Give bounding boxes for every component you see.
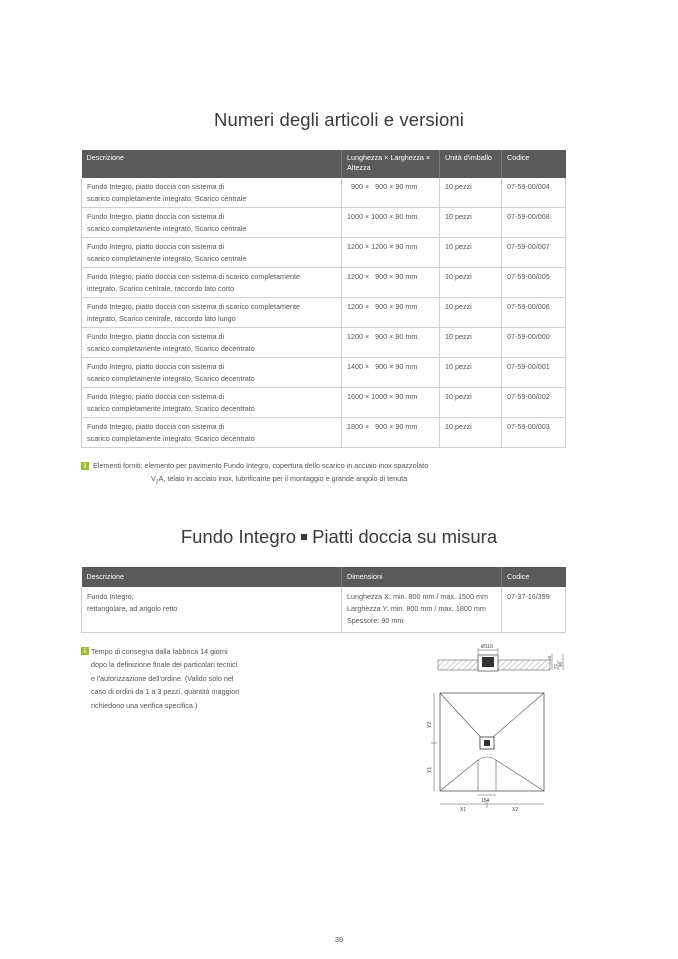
row-description: Fundo Integro, piatto doccia con sistema di scarico completamente integrato, Scarico decentrato [82, 388, 342, 418]
row-code: 07-59-00/007 [502, 238, 566, 268]
row-unit: 10 pezzi [440, 388, 502, 418]
articles-table [81, 150, 566, 448]
note-line-2: A, telaio in acciaio inox, lubrificante per il montaggio e grande angolo di tenuta [158, 474, 408, 483]
x1-label: X1 [460, 807, 467, 813]
row-code: 07-59-00/003 [502, 418, 566, 448]
row-dimensions: 1200 × 900 × 90 mm [342, 268, 440, 298]
row-unit: 10 pezzi [440, 418, 502, 448]
row-code: 07-59-00/008 [502, 208, 566, 238]
table-row [82, 238, 566, 268]
row-code: 07-59-00/002 [502, 388, 566, 418]
row-description: Fundo Integro, rettangolare, ad angolo retto [82, 587, 342, 632]
drain-core [482, 657, 494, 667]
dim-72-label: 72 [553, 663, 558, 669]
note-line: caso di ordini da 1 a 3 pezzi, quantità maggiori [91, 687, 240, 697]
title-part-left: Fundo Integro [180, 526, 297, 547]
row-dimensions: 1000 × 1000 × 90 mm [342, 208, 440, 238]
note-line-1: Elementi forniti: elemento per pavimento Fundo Integro, copertura dello scarico in acciaio inox spazzolato [93, 461, 429, 470]
x2-label: X2 [512, 807, 519, 813]
custom-table-header [82, 567, 566, 587]
row-description: Fundo Integro, piatto doccia con sistema di scarico completamente integrato, Scarico centrale [82, 208, 342, 238]
row-code: 07-37-16/399 [502, 587, 566, 632]
y2-label: Y2 [427, 721, 433, 728]
row-description: Fundo Integro, piatto doccia con sistema di scarico completamente integrato, Scarico centrale, raccordo lato corto [82, 268, 342, 298]
dim-18-label: 18 [547, 655, 552, 661]
note-v2a-sub: 2 [155, 479, 159, 486]
note-line: e l'autorizzazione dell'ordine. (Valido solo nel [91, 673, 234, 683]
header-code: Codice [502, 567, 566, 587]
row-dimensions: 1200 × 900 × 90 mm [342, 328, 440, 358]
page-number: 39 [334, 935, 344, 944]
info-icon: i [81, 647, 89, 655]
row-description: Fundo Integro, piatto doccia con sistema di scarico completamente integrato, Scarico decentrato [82, 358, 342, 388]
row-dimensions: 1200 × 900 × 90 mm [342, 298, 440, 328]
row-code: 07-59-00/006 [502, 298, 566, 328]
table-row [82, 208, 566, 238]
row-dimensions: Lunghezza X: min. 800 mm / max. 1500 mm Larghezza Y: min. 800 mm / max. 1800 mm Spessore: 90 mm [342, 587, 502, 632]
row-unit: 10 pezzi [440, 328, 502, 358]
cross-section-drawing [436, 640, 566, 680]
top-view-drawing [420, 688, 550, 813]
note-line: richiedono una verifica specifica.) [91, 700, 198, 710]
row-unit: 10 pezzi [440, 178, 502, 208]
note-v2a-v: V [151, 474, 156, 483]
header-unit: Unità d'imballo [440, 150, 502, 178]
articles-table-header [82, 150, 566, 178]
delivery-note [81, 645, 281, 712]
section-title-articles: Numeri degli articoli e versioni [214, 109, 464, 130]
row-unit: 10 pezzi [440, 268, 502, 298]
row-description: Fundo Integro, piatto doccia con sistema di scarico completamente integrato, Scarico decentrato [82, 418, 342, 448]
diameter-label: Ø118 [481, 644, 493, 650]
section-title-custom [0, 526, 678, 548]
table-row [82, 268, 566, 298]
row-code: 07-59-00/001 [502, 358, 566, 388]
header-description: Descrizione [82, 150, 342, 178]
row-description: Fundo Integro, piatto doccia con sistema di scarico completamente integrato, Scarico centrale, raccordo lato lungo [82, 298, 342, 328]
header-description: Descrizione [82, 567, 342, 587]
dim-90-label: 90 [558, 661, 563, 667]
table-row [82, 358, 566, 388]
y1-label: Y1 [427, 766, 433, 773]
title-part-right: Piatti doccia su misura [312, 526, 498, 547]
row-dimensions: 1600 × 1000 × 90 mm [342, 388, 440, 418]
row-unit: 10 pezzi [440, 298, 502, 328]
header-code: Codice [502, 150, 566, 178]
row-dimensions: 900 × 900 × 90 mm [342, 178, 440, 208]
row-code: 07-59-00/004 [502, 178, 566, 208]
row-description: Fundo Integro, piatto doccia con sistema di scarico completamente integrato, Scarico centrale [82, 238, 342, 268]
note-line: dopo la definizione finale dei particolari tecnici [91, 660, 238, 670]
row-unit: 10 pezzi [440, 358, 502, 388]
info-icon: i [81, 462, 89, 470]
row-unit: 10 pezzi [440, 208, 502, 238]
table-row [82, 178, 566, 208]
note-line: Tempo di consegna dalla fabbrica 14 giorni [91, 647, 228, 656]
custom-table [81, 567, 566, 633]
table-row [82, 298, 566, 328]
square-bullet-icon [301, 534, 307, 540]
row-dimensions: 1400 × 900 × 90 mm [342, 358, 440, 388]
row-dimensions: 1800 × 900 × 90 mm [342, 418, 440, 448]
table-row [82, 388, 566, 418]
row-unit: 10 pezzi [440, 238, 502, 268]
table-row [82, 418, 566, 448]
header-dimensions: Dimensioni [342, 567, 502, 587]
header-dimensions: Lunghezza × Larghezza × Altezza [342, 150, 440, 178]
table-row [82, 328, 566, 358]
row-description: Fundo Integro, piatto doccia con sistema di scarico completamente integrato, Scarico centrale [82, 178, 342, 208]
table-row [82, 587, 566, 632]
row-dimensions: 1200 × 1200 × 90 mm [342, 238, 440, 268]
row-code: 07-59-00/005 [502, 268, 566, 298]
row-code: 07-59-00/000 [502, 328, 566, 358]
dim-154-label: 154 [481, 798, 490, 804]
row-description: Fundo Integro, piatto doccia con sistema di scarico completamente integrato, Scarico decentrato [82, 328, 342, 358]
